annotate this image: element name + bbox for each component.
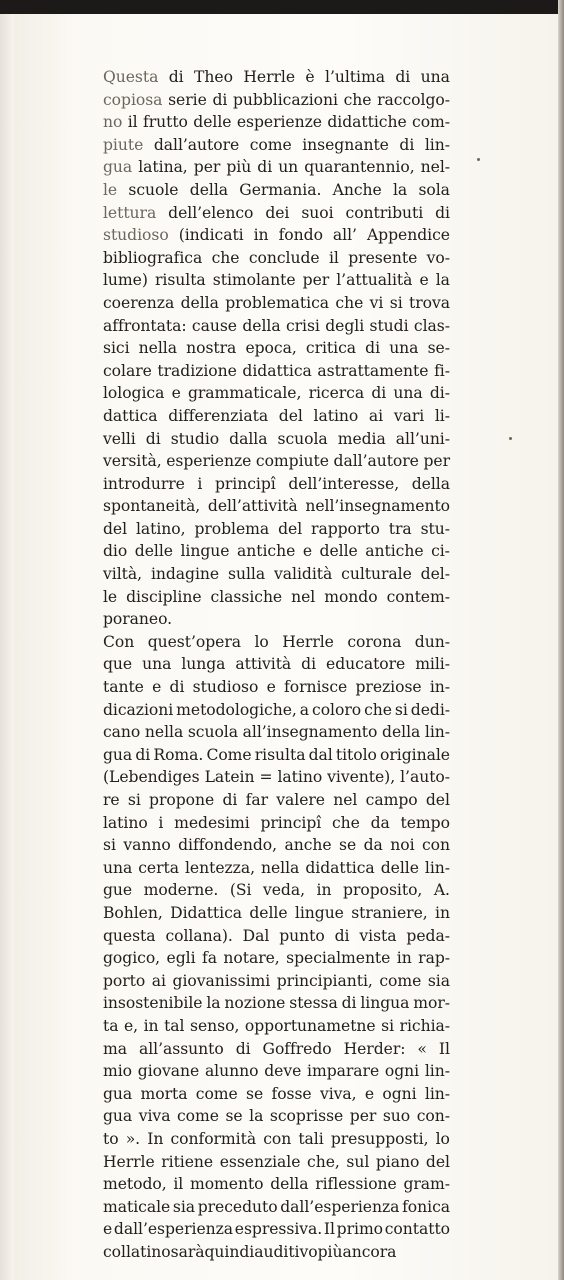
print-speck [509, 437, 512, 440]
text-line: metodo, il momento della riflessione gram- [103, 1175, 450, 1194]
text-line: gua viva come se la scoprisse per suo con- [103, 1107, 450, 1126]
text-line: mio giovane alunno deve imparare ogni lin- [103, 1062, 450, 1081]
text-line: lettura dell’elenco dei suoi contributi di [103, 203, 450, 222]
text-line: le discipline classiche nel mondo contem- [103, 587, 450, 606]
text-line: re si propone di far valere nel campo del [103, 791, 450, 809]
text-line: gua di Roma. Come risulta dal titolo originale [103, 745, 450, 764]
page-top-edge [0, 0, 564, 14]
text-line: Con quest’opera lo Herrle corona dun- [103, 632, 450, 651]
text-line: questa collana). Dal punto di vista peda- [103, 926, 450, 945]
text-line: gogico, egli fa notare, specialmente in rap- [103, 949, 450, 968]
text-line: colare tradizione didattica astrattamente fi- [103, 361, 450, 380]
text-line: spontaneità, dell’attività nell’insegnamento [103, 497, 450, 516]
text-line: bibliografica che conclude il presente vo- [103, 248, 450, 267]
text-line: que una lunga attività di educatore mili- [103, 655, 450, 674]
text-line: to ». In conformità con tali presupposti, lo [103, 1129, 450, 1148]
text-line: latino i medesimi principî che da tempo [103, 813, 450, 832]
text-line: maticale sia preceduto dall’esperienza fonica [103, 1197, 450, 1216]
text-line: copiosa serie di pubblicazioni che raccolgo- [103, 90, 450, 109]
text-line: versità, esperienze compiute dall’autore per [103, 452, 450, 471]
text-line: studioso (indicati in fondo all’ Appendice [103, 226, 450, 245]
page-left-edge [0, 14, 14, 1280]
page-right-edge [558, 0, 564, 1280]
text-line: piute dall’autore come insegnante di lin- [103, 135, 450, 154]
text-line: gua morta come se fosse viva, e ogni lin- [103, 1084, 450, 1103]
text-line: sici nella nostra epoca, critica di una se- [103, 339, 450, 358]
text-line: affrontata: cause della crisi degli studi clas- [103, 316, 450, 335]
text-line: ta e, in tal senso, opportunametne si richia- [103, 1016, 450, 1035]
text-line: poraneo. [103, 610, 173, 629]
text-line: dattica differenziata del latino ai vari li- [103, 406, 450, 425]
text-line: coerenza della problematica che vi si trova [103, 293, 450, 312]
text-line: del latino, problema del rapporto tra stu- [103, 519, 450, 538]
text-line: velli di studio dalla scuola media all’uni- [103, 429, 450, 448]
text-line: lologica e grammaticale, ricerca di una di- [103, 384, 450, 403]
text-line: viltà, indagine sulla validità culturale del- [103, 565, 450, 584]
text-line: si vanno diffondendo, anche se da noi con [103, 836, 450, 855]
text-line: insostenibile la nozione stessa di lingua mor- [103, 994, 450, 1013]
text-line: Questa di Theo Herrle è l’ultima di una [103, 68, 450, 86]
text-line: dicazioni metodologiche, a coloro che si dedi- [103, 700, 450, 719]
text-line: lume) risulta stimolante per l’attualità e la [103, 271, 450, 290]
text-line: tante e di studioso e fornisce preziose in- [103, 678, 450, 697]
text-line: dio delle lingue antiche e delle antiche ci- [103, 542, 450, 561]
text-line: e dall’esperienza espressiva. Il primo contatto [103, 1220, 450, 1239]
text-line: Herrle ritiene essenziale che, sul piano del [103, 1152, 450, 1171]
text-line: col latino sarà quindi auditivo più ancora [103, 1242, 397, 1261]
body-text [103, 66, 450, 1263]
text-line: gue moderne. (Si veda, in proposito, A. [103, 881, 450, 900]
print-speck [477, 158, 480, 161]
text-line: (Lebendiges Latein = latino vivente), l’auto- [103, 768, 450, 787]
text-line: introdurre i principî dell’interesse, della [103, 474, 450, 493]
text-line: cano nella scuola all’insegnamento della lin- [103, 723, 450, 742]
text-line: ma all’assunto di Goffredo Herder: « Il [103, 1039, 450, 1058]
text-line: no il frutto delle esperienze didattiche com- [103, 113, 450, 132]
text-line: le scuole della Germania. Anche la sola [103, 180, 450, 199]
text-line: gua latina, per più di un quarantennio, nel- [103, 158, 450, 177]
text-line: Bohlen, Didattica delle lingue straniere, in [103, 903, 450, 922]
text-line: porto ai giovanissimi principianti, come sia [103, 971, 450, 990]
text-line: una certa lentezza, nella didattica delle lin- [103, 858, 450, 877]
